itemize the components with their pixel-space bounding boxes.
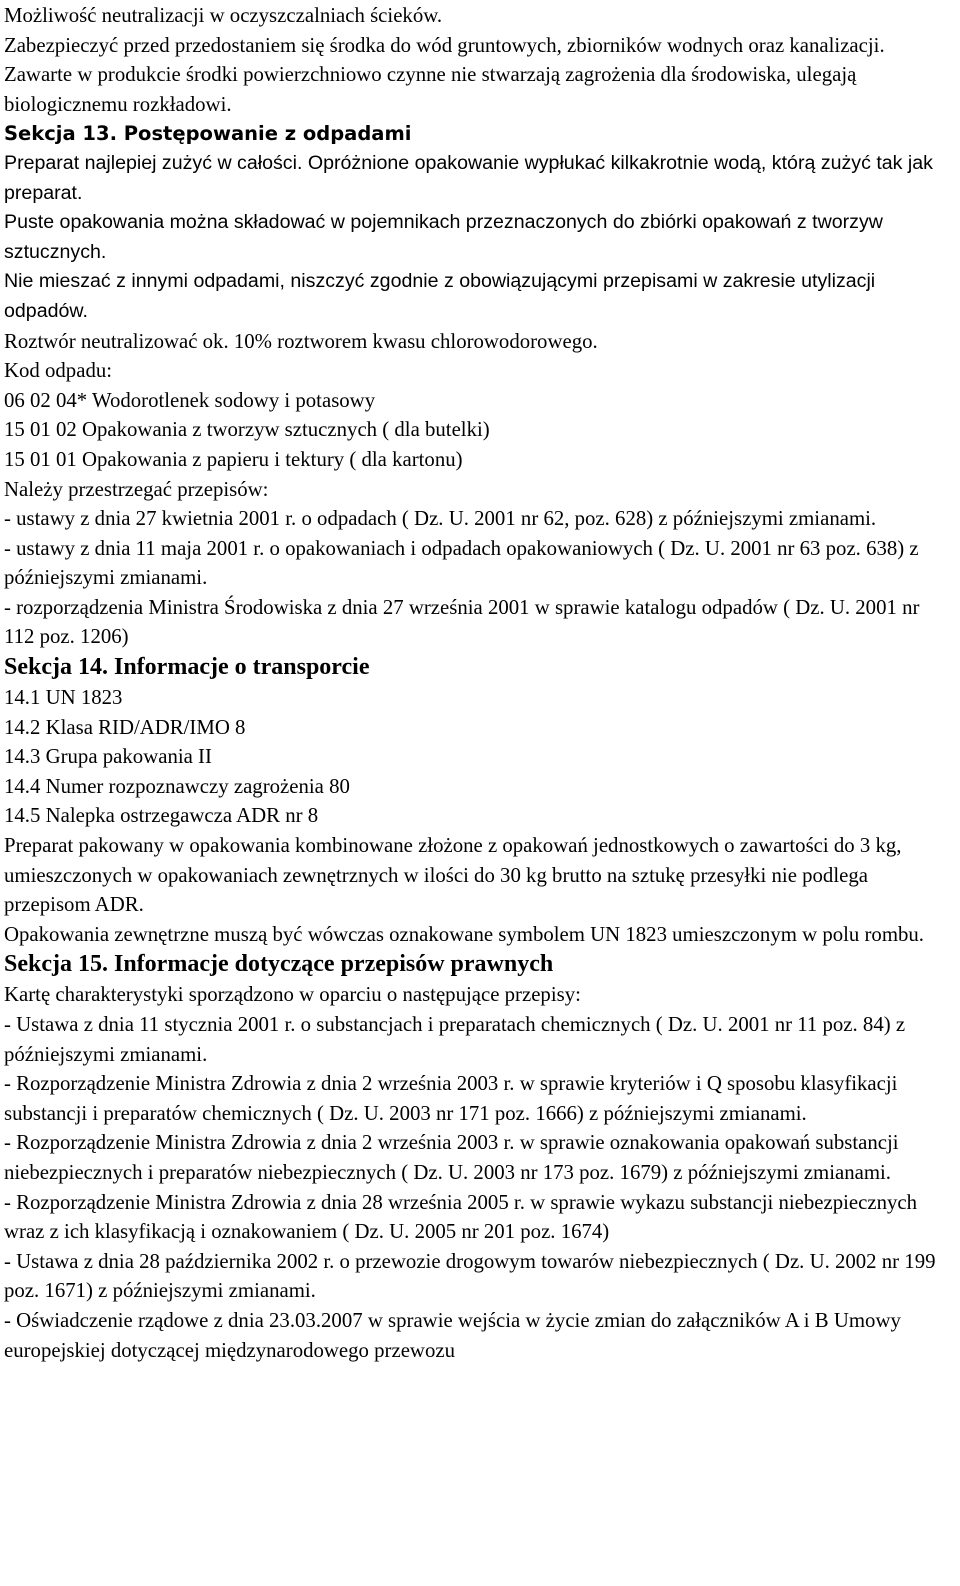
paragraph: Zabezpieczyć przed przedostaniem się środka do wód gruntowych, zbiorników wodnych oraz kanalizacji. [4, 33, 885, 57]
transport-item: 14.5 Nalepka ostrzegawcza ADR nr 8 [4, 804, 319, 828]
legal-item: - Ustawa z dnia 28 października 2002 r. o przewozie drogowym towarów niebezpiecznych ( Dz. U. 2002 nr 199 poz. 1671) z późniejszymi zmianami. [4, 1249, 936, 1303]
section-15-heading: Sekcja 15. Informacje dotyczące przepisów prawnych [4, 951, 554, 978]
legal-item: - Oświadczenie rządowe z dnia 23.03.2007 w sprawie wejścia w życie zmian do załączników A i B Umowy europejskiej dotyczącej międzynarodowego przewozu [4, 1308, 901, 1362]
regulation-item: - ustawy z dnia 11 maja 2001 r. o opakowaniach i odpadach opakowaniowych ( Dz. U. 2001 nr 63 poz. 638) z późniejszymi zmianami. [4, 536, 919, 590]
transport-item: 14.3 Grupa pakowania II [4, 745, 212, 769]
paragraph: Preparat pakowany w opakowania kombinowane złożone z opakowań jednostkowych o zawartości do 3 kg, umieszczonych w opakowaniach zewnętrznych w ilości do 30 kg brutto na sztukę przesyłki nie podlega przepisom ADR. [4, 834, 902, 917]
regulation-item: - ustawy z dnia 27 kwietnia 2001 r. o odpadach ( Dz. U. 2001 nr 62, poz. 628) z późniejszymi zmianami. [4, 507, 877, 531]
paragraph: Możliwość neutralizacji w oczyszczalniach ścieków. [4, 4, 443, 27]
legal-item: - Rozporządzenie Ministra Zdrowia z dnia 2 września 2003 r. w sprawie kryteriów i Q sposobu klasyfikacji substancji i preparatów chemicznych ( Dz. U. 2003 nr 171 poz. 1666) z późniejszymi zmianami. [4, 1072, 898, 1125]
section-14-heading: Sekcja 14. Informacje o transporcie [4, 654, 370, 681]
regulations-label: Należy przestrzegać przepisów: [4, 477, 269, 501]
waste-code-item: 06 02 04* Wodorotlenek sodowy i potasowy [4, 388, 376, 412]
section-13-heading: Sekcja 13. Postępowanie z odpadami [4, 122, 412, 146]
legal-item: - Rozporządzenie Ministra Zdrowia z dnia 28 września 2005 r. w sprawie wykazu substancji niebezpiecznych wraz z ich klasyfikacją i oznakowaniem ( Dz. U. 2005 nr 201 poz. 1674) [4, 1190, 918, 1244]
legal-item: - Rozporządzenie Ministra Zdrowia z dnia 2 września 2003 r. w sprawie oznakowania opakowań substancji niebezpiecznych i preparatów niebezpiecznych ( Dz. U. 2003 nr 173 poz. 1679) z późniejszymi zmianami. [4, 1131, 899, 1184]
transport-item: 14.2 Klasa RID/ADR/IMO 8 [4, 715, 246, 739]
paragraph: Zawarte w produkcie środki powierzchniowo czynne nie stwarzają zagrożenia dla środowiska, ulegają biologicznemu rozkładowi. [4, 63, 857, 116]
waste-code-item: 15 01 02 Opakowania z tworzyw sztucznych ( dla butelki) [4, 418, 490, 442]
waste-code-label: Kod odpadu: [4, 359, 113, 383]
paragraph: Nie mieszać z innymi odpadami, niszczyć zgodnie z obowiązującymi przepisami w zakresie utylizacji odpadów. [4, 270, 876, 322]
paragraph: Kartę charakterystyki sporządzono w oparciu o następujące przepisy: [4, 983, 581, 1007]
waste-code-item: 15 01 01 Opakowania z papieru i tektury ( dla kartonu) [4, 447, 463, 471]
paragraph: Roztwór neutralizować ok. 10% roztworem kwasu chlorowodorowego. [4, 329, 598, 353]
paragraph: Opakowania zewnętrzne muszą być wówczas oznakowane symbolem UN 1823 umieszczonym w polu rombu. [4, 922, 924, 946]
regulation-item: - rozporządzenia Ministra Środowiska z dnia 27 września 2001 w sprawie katalogu odpadów ( Dz. U. 2001 nr 112 poz. 1206) [4, 595, 920, 649]
transport-item: 14.4 Numer rozpoznawczy zagrożenia 80 [4, 774, 350, 798]
legal-item: - Ustawa z dnia 11 stycznia 2001 r. o substancjach i preparatach chemicznych ( Dz. U. 2001 nr 11 poz. 84) z późniejszymi zmianami. [4, 1013, 906, 1066]
paragraph: Preparat najlepiej zużyć w całości. Opróżnione opakowanie wypłukać kilkakrotnie wodą, którą zużyć tak jak preparat. [4, 151, 933, 204]
transport-item: 14.1 UN 1823 [4, 686, 123, 710]
paragraph: Puste opakowania można składować w pojemnikach przeznaczonych do zbiórki opakowań z tworzyw sztucznych. [4, 211, 883, 263]
